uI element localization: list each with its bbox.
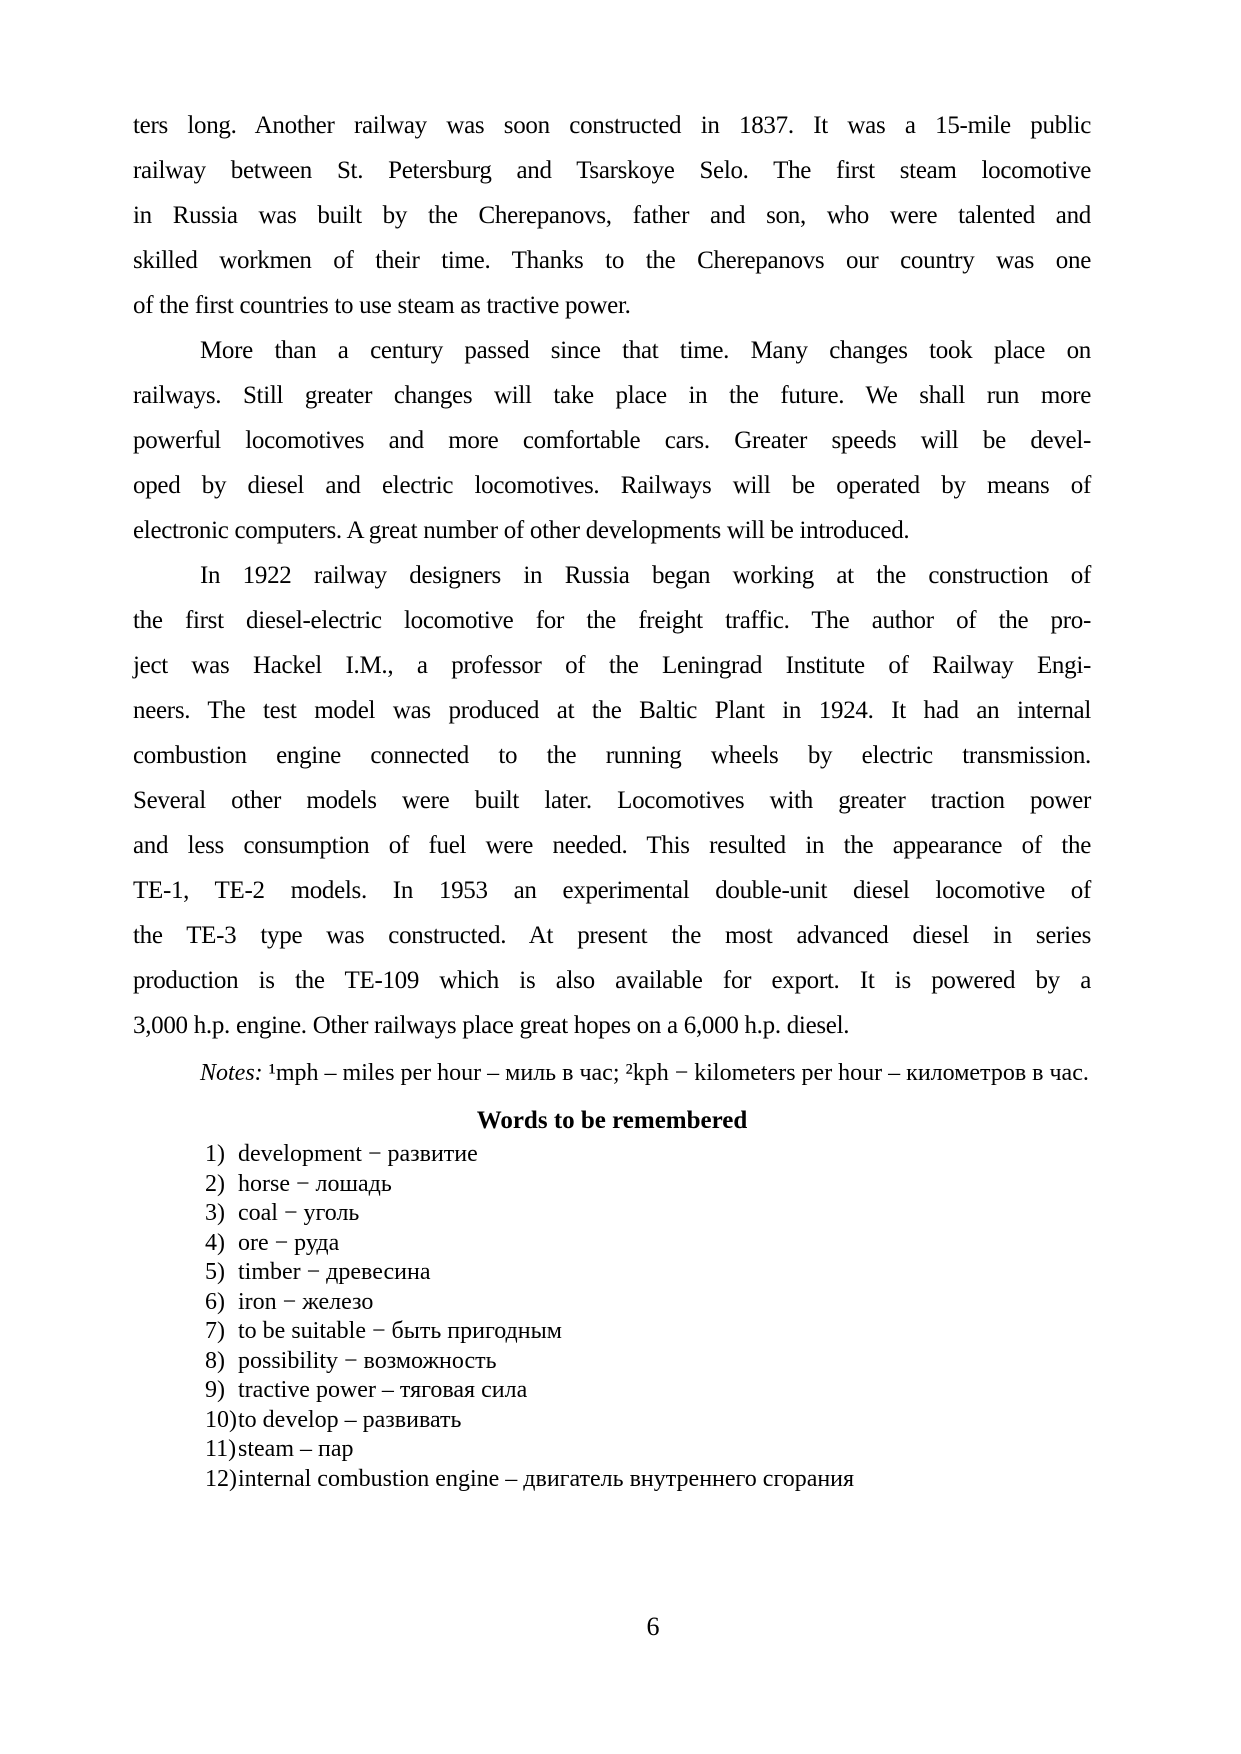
item-number: 9) [205, 1377, 225, 1403]
text-line: production is the TE-109 which is also available for export. It is powered by a [133, 967, 1091, 994]
text-line: Several other models were built later. Locomotives with greater traction power [133, 787, 1091, 814]
text-line: powerful locomotives and more comfortable cars. Greater speeds will be devel- [133, 427, 1091, 454]
word-list-item [205, 1199, 1091, 1229]
word-list-item [205, 1140, 1091, 1170]
item-text: possibility − возможность [238, 1347, 497, 1374]
word-list-item [205, 1258, 1091, 1288]
item-text: to be suitable − быть пригодным [238, 1318, 562, 1344]
word-list-item [205, 1229, 1091, 1259]
text-line: 3,000 h.p. engine. Other railways place great hopes on a 6,000 h.p. diesel. [133, 1012, 850, 1039]
text-line: of the first countries to use steam as tractive power. [133, 292, 631, 319]
item-number: 3) [205, 1200, 225, 1226]
item-text: horse − лошадь [238, 1170, 392, 1197]
word-list-item [205, 1317, 1091, 1347]
paragraph-3 [133, 553, 1091, 1048]
item-text: to develop – развивать [238, 1406, 462, 1433]
item-text: tractive power – тяговая сила [238, 1377, 528, 1403]
word-list-item [205, 1288, 1091, 1318]
item-number: 1) [205, 1141, 225, 1167]
item-number: 4) [205, 1229, 225, 1256]
item-number: 12) [205, 1465, 237, 1492]
text-line: railway between St. Petersburg and Tsarskoye Selo. The first steam locomotive [133, 157, 1091, 184]
text-line: ters long. Another railway was soon constructed in 1837. It was a 15-mile public [133, 112, 1091, 139]
text-line: neers. The test model was produced at the Baltic Plant in 1924. It had an internal [133, 697, 1091, 724]
notes-text: ¹mph – miles per hour – миль в час; ²kph − kilometers per hour – километров в час. [262, 1060, 1089, 1086]
item-text: internal combustion engine – двигатель внутреннего сгорания [238, 1465, 855, 1492]
word-list [205, 1140, 1091, 1494]
item-text: iron − железо [238, 1288, 374, 1315]
word-list-item [205, 1435, 1091, 1465]
text-line: TE-1, TE-2 models. In 1953 an experimental double-unit diesel locomotive of [133, 877, 1091, 904]
item-number: 2) [205, 1170, 225, 1197]
item-number: 5) [205, 1259, 225, 1285]
item-number: 10) [205, 1406, 237, 1433]
text-line: and less consumption of fuel were needed. This resulted in the appearance of the [133, 832, 1091, 859]
text-line: electronic computers. A great number of other developments will be introduced. [133, 517, 910, 544]
text-line: oped by diesel and electric locomotives. Railways will be operated by means of [133, 472, 1091, 499]
text-line: In 1922 railway designers in Russia began working at the construction of [200, 562, 1091, 589]
item-text: ore − руда [238, 1229, 340, 1256]
page-number: 6 [646, 1612, 660, 1641]
word-list-item [205, 1347, 1091, 1377]
text-line: in Russia was built by the Cherepanovs, father and son, who were talented and [133, 202, 1091, 229]
item-text: timber − древесина [238, 1259, 431, 1285]
text-line: the first diesel-electric locomotive for the freight traffic. The author of the pro- [133, 607, 1091, 634]
item-text: steam – пар [238, 1436, 354, 1462]
word-list-item [205, 1465, 1091, 1495]
paragraph-1 [133, 103, 1091, 328]
text-line: combustion engine connected to the running wheels by electric transmission. [133, 742, 1091, 769]
word-list-item [205, 1170, 1091, 1200]
word-list-item [205, 1406, 1091, 1436]
notes-paragraph [133, 1056, 1091, 1090]
text-line: the TE-3 type was constructed. At present the most advanced diesel in series [133, 922, 1091, 949]
item-text: coal − уголь [238, 1200, 360, 1226]
text-line: skilled workmen of their time. Thanks to the Cherepanovs our country was one [133, 247, 1091, 274]
text-column [133, 103, 1091, 1494]
item-number: 6) [205, 1288, 225, 1315]
word-list-item [205, 1376, 1091, 1406]
item-number: 8) [205, 1347, 225, 1374]
text-line: railways. Still greater changes will take place in the future. We shall run more [133, 382, 1091, 409]
text-line: ject was Hackel I.M., a professor of the Leningrad Institute of Railway Engi- [133, 652, 1091, 679]
words-heading: Words to be remembered [476, 1107, 748, 1134]
text-line: More than a century passed since that time. Many changes took place on [200, 337, 1091, 364]
item-text: development − развитие [238, 1141, 478, 1167]
notes-label: Notes: [200, 1060, 263, 1086]
paragraph-2 [133, 328, 1091, 553]
item-number: 11) [205, 1436, 237, 1462]
item-number: 7) [205, 1318, 225, 1344]
